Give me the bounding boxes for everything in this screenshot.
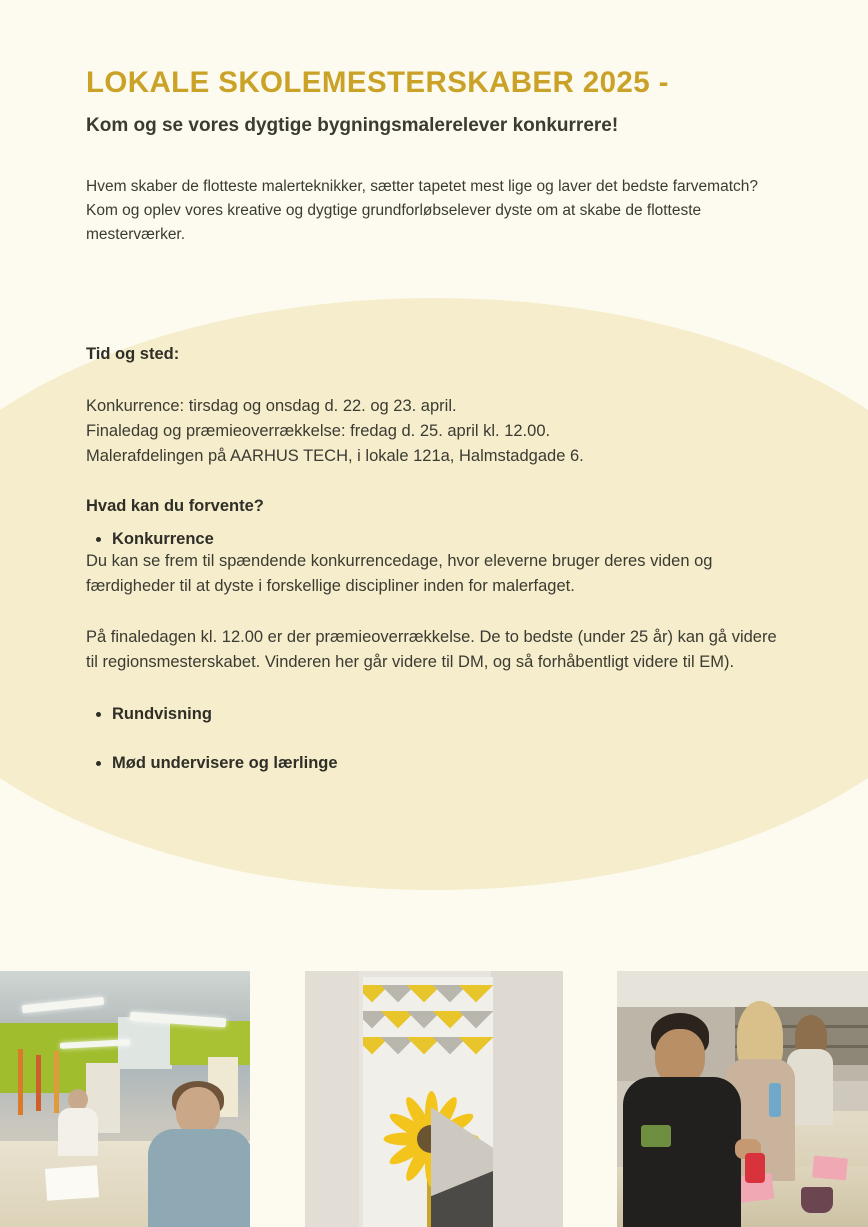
photo-workshop-classroom bbox=[0, 971, 250, 1227]
page-title: LOKALE SKOLEMESTERSKABER 2025 - bbox=[86, 66, 669, 99]
time-place-heading: Tid og sted: bbox=[86, 344, 180, 363]
photo-strip bbox=[0, 971, 868, 1227]
bullet-label-konkurrence: Konkurrence bbox=[112, 529, 214, 548]
details-line-3: Malerafdelingen på AARHUS TECH, i lokale 121a, Halmstadgade 6. bbox=[86, 446, 584, 465]
expectations-section bbox=[86, 497, 782, 773]
time-and-place-section bbox=[86, 345, 782, 469]
bullet-label-moed-undervisere: Mød undervisere og lærlinge bbox=[112, 754, 338, 773]
expectations-bullet-list-2 bbox=[86, 705, 782, 773]
time-place-details bbox=[86, 394, 782, 469]
expectations-heading: Hvad kan du forvente? bbox=[86, 496, 264, 515]
details-line-2: Finaledag og præmieoverrækkelse: fredag d. 25. april kl. 12.00. bbox=[86, 421, 551, 440]
intro-paragraph: Hvem skaber de flotteste malerteknikker, sætter tapetet mest lige og laver det bedste farvematch? Kom og oplev vores kreative og dygtige grundforløbselever dyste om at skabe de flotteste mesterværker. bbox=[86, 177, 758, 243]
expectations-bullet-list-1 bbox=[86, 530, 782, 549]
photo-students-working bbox=[617, 971, 868, 1227]
page-subtitle: Kom og se vores dygtige bygningsmalerelever konkurrere! bbox=[86, 114, 619, 136]
competition-paragraph: Du kan se frem til spændende konkurrencedage, hvor eleverne bruger deres viden og færdigheder til at dyste i forskellige discipliner inden for malerfaget. bbox=[86, 551, 713, 595]
final-day-paragraph: På finaledagen kl. 12.00 er der præmieoverrækkelse. De to bedste (under 25 år) kan gå videre til regionsmesterskabet. Vinderen her går videre til DM, og så forhåbentligt videre til EM). bbox=[86, 628, 777, 672]
bullet-label-rundvisning: Rundvisning bbox=[112, 705, 212, 724]
list-item bbox=[112, 530, 782, 549]
details-line-1: Konkurrence: tirsdag og onsdag d. 22. og 23. april. bbox=[86, 396, 457, 415]
list-item bbox=[112, 754, 782, 773]
photo-sunflower-mural bbox=[305, 971, 563, 1227]
list-item bbox=[112, 705, 782, 724]
